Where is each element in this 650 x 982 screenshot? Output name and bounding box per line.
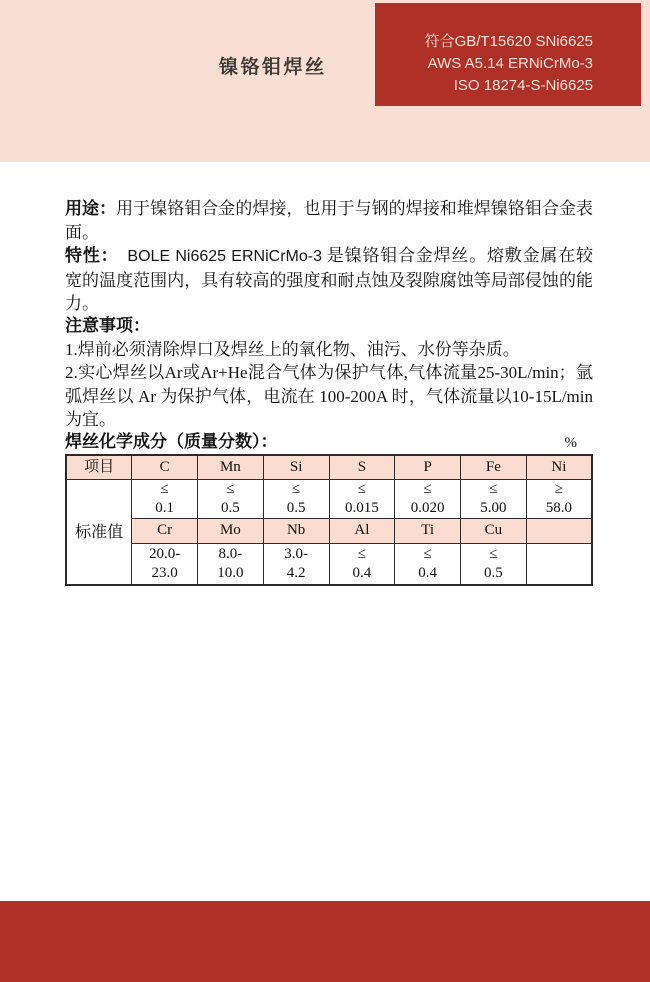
limit-sign: ≤ [226, 481, 235, 498]
range-low: 23.0 [151, 564, 178, 581]
chemical-composition-table [65, 454, 593, 586]
value-al [329, 543, 395, 585]
limit-value: 0.5 [286, 500, 306, 517]
value-row-2 [66, 543, 592, 585]
limit-sign: ≤ [357, 545, 366, 562]
element-header-row-1 [66, 455, 592, 480]
limit-value: 0.015 [345, 500, 379, 517]
limit-sign: ≥ [554, 481, 563, 498]
empty-cell [527, 554, 591, 573]
range-low: 10.0 [217, 564, 244, 581]
standard-line-iso: ISO 18274-S-Ni6625 [453, 77, 593, 94]
element-c: C [132, 455, 198, 480]
element-nb: Nb [263, 519, 329, 543]
header-band [0, 0, 650, 162]
element-ni: Ni [526, 455, 592, 480]
table-title: 焊丝化学成分（质量分数）： [65, 432, 278, 453]
element-si: Si [263, 455, 329, 480]
value-cu [461, 543, 527, 585]
footer-band [0, 901, 650, 982]
value-cr [132, 543, 198, 585]
range-high: 8.0- [218, 545, 243, 562]
standard-line-aws: AWS A5.14 ERNiCrMo-3 [427, 55, 593, 72]
note-1: 1.焊前必须清除焊口及焊丝上的氧化物、油污、水份等杂质。 [65, 340, 520, 360]
value-p [395, 480, 461, 519]
element-empty [526, 519, 592, 543]
row-label-standard: 标准值 [66, 480, 132, 585]
limit-sign: ≤ [489, 545, 498, 562]
value-mo [198, 543, 264, 585]
element-mn: Mn [198, 455, 264, 480]
property-brand: BOLE Ni6625 ERNiCrMo-3 [127, 248, 322, 266]
limit-value: 0.5 [484, 564, 503, 581]
limit-value: 0.5 [221, 500, 240, 517]
range-low: 4.2 [286, 564, 306, 581]
usage-label: 用途： [65, 199, 117, 219]
range-high: 20.0- [149, 545, 181, 562]
standard-line-gb: 符合GB/T15620 SNi6625 [424, 33, 593, 50]
value-si [263, 480, 329, 519]
limit-value: 5.00 [480, 500, 507, 517]
limit-value: 0.4 [418, 564, 437, 581]
usage-text: 用于镍铬钼合金的焊接，也用于与钢的焊接和堆焊镍铬钼合金表面。 [65, 199, 594, 243]
element-ti: Ti [395, 519, 461, 543]
notes-heading: 注意事项： [65, 316, 150, 337]
limit-sign: ≤ [423, 481, 432, 498]
limit-sign: ≤ [357, 481, 366, 498]
property-text: 是镍铬钼合金焊丝。熔敷金属在较宽的温度范围内，具有较高的强度和耐点蚀及裂隙腐蚀等局部侵蚀的能力。 [65, 246, 594, 313]
limit-value: 0.020 [410, 500, 445, 517]
limit-value: 0.4 [352, 564, 372, 581]
value-nb [263, 543, 329, 585]
value-s [329, 480, 395, 519]
limit-value: 58.0 [545, 500, 572, 517]
page-title: 镍铬钼焊丝 [219, 56, 327, 78]
value-empty [526, 543, 592, 585]
value-row-1 [66, 480, 592, 519]
usage-paragraph [65, 197, 593, 244]
element-cu: Cu [461, 519, 527, 543]
element-header-row-2 [66, 519, 592, 543]
element-cr: Cr [132, 519, 198, 543]
limit-sign: ≤ [423, 545, 432, 562]
unit-percent: % [564, 435, 577, 452]
table-corner-header: 项目 [66, 455, 132, 480]
element-mo: Mo [198, 519, 264, 543]
table-title-row [65, 431, 593, 454]
limit-sign: ≤ [489, 481, 498, 498]
note-2: 2.实心焊丝以Ar或Ar+He混合气体为保护气体,气体流量25-30L/min；氩弧焊丝以 Ar 为保护气体，电流在 100-200A 时，气体流量以10-15L/min 为宜。 [65, 363, 593, 429]
property-paragraph [65, 244, 593, 315]
property-label: 特性： [65, 246, 119, 267]
value-mn [198, 480, 264, 519]
limit-sign: ≤ [292, 481, 301, 498]
limit-sign: ≤ [160, 481, 169, 498]
limit-value: 0.1 [155, 500, 174, 517]
value-ni [526, 480, 592, 519]
value-c [132, 480, 198, 519]
standards-box [375, 3, 641, 106]
value-ti [395, 543, 461, 585]
content-area [65, 197, 593, 586]
element-s: S [329, 455, 395, 480]
element-al: Al [329, 519, 395, 543]
element-p: P [395, 455, 461, 480]
value-fe [461, 480, 527, 519]
range-high: 3.0- [284, 545, 308, 562]
element-fe: Fe [461, 455, 527, 480]
